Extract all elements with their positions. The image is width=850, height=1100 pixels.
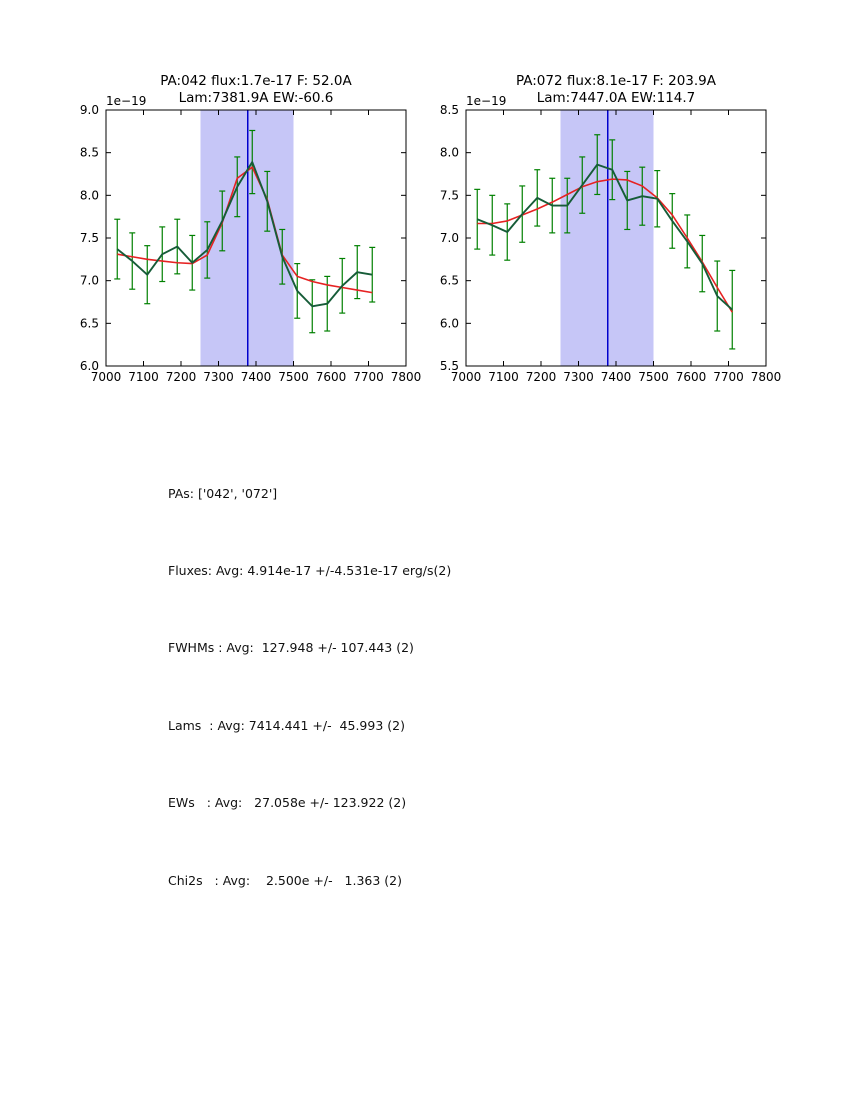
y-axis-offset-label: 1e−19 xyxy=(106,94,147,108)
left-spectrum-chart xyxy=(60,60,430,400)
x-tick-label: 7700 xyxy=(713,370,744,384)
stats-block xyxy=(168,429,451,945)
x-tick-label: 7200 xyxy=(525,370,557,384)
x-tick-label: 7600 xyxy=(315,370,347,384)
x-tick-label: 7500 xyxy=(278,370,309,384)
y-tick-label: 8.5 xyxy=(79,145,99,160)
chart-title-line1: PA:042 flux:1.7e-17 F: 52.0A xyxy=(160,73,352,89)
x-tick-label: 7700 xyxy=(353,370,384,384)
chart-title-line2: Lam:7447.0A EW:114.7 xyxy=(536,90,696,106)
x-tick-label: 7300 xyxy=(203,370,234,384)
y-tick-label: 7.5 xyxy=(79,231,99,245)
x-tick-label: 7000 xyxy=(90,370,122,384)
stats-line-pas: PAs: ['042', '072'] xyxy=(168,485,278,501)
x-tick-label: 7400 xyxy=(240,370,272,384)
stats-line-fwhms: FWHMs : Avg: 127.948 +/- 107.443 (2) xyxy=(168,640,414,656)
stats-line-fluxes: Fluxes: Avg: 4.914e-17 +/-4.531e-17 erg/s(2) xyxy=(168,562,452,578)
y-tick-label: 7.0 xyxy=(79,273,99,288)
y-tick-label: 7.5 xyxy=(439,188,459,203)
chart-title-line2: Lam:7381.9A EW:-60.6 xyxy=(178,90,334,106)
x-tick-label: 7000 xyxy=(450,370,482,384)
stats-line-chi2s: Chi2s : Avg: 2.500e +/- 1.363 (2) xyxy=(168,872,402,888)
y-tick-label: 6.5 xyxy=(79,316,99,331)
x-tick-label: 7800 xyxy=(750,370,782,384)
x-tick-label: 7200 xyxy=(165,370,197,384)
y-tick-label: 8.0 xyxy=(79,188,99,203)
stats-line-lams: Lams : Avg: 7414.441 +/- 45.993 (2) xyxy=(168,717,405,733)
y-tick-label: 9.0 xyxy=(79,103,99,117)
y-axis-offset-label: 1e−19 xyxy=(466,94,507,108)
x-tick-label: 7600 xyxy=(675,370,707,384)
y-tick-label: 7.0 xyxy=(439,231,459,245)
right-spectrum-chart xyxy=(420,60,790,400)
stats-line-ews: EWs : Avg: 27.058e +/- 123.922 (2) xyxy=(168,795,407,811)
plot-area-right xyxy=(420,60,790,400)
x-tick-label: 7800 xyxy=(390,370,422,384)
x-tick-label: 7100 xyxy=(488,370,519,384)
y-tick-label: 6.0 xyxy=(439,316,459,331)
plot-area-left xyxy=(60,60,430,400)
chart-title-line1: PA:072 flux:8.1e-17 F: 203.9A xyxy=(515,73,717,89)
x-tick-label: 7100 xyxy=(128,370,159,384)
x-tick-label: 7500 xyxy=(638,370,669,384)
y-tick-label: 5.5 xyxy=(439,359,459,373)
y-tick-label: 8.5 xyxy=(439,103,459,117)
y-tick-label: 8.0 xyxy=(439,145,459,160)
y-tick-label: 6.0 xyxy=(79,359,99,373)
x-tick-label: 7400 xyxy=(600,370,632,384)
x-tick-label: 7300 xyxy=(563,370,594,384)
y-tick-label: 6.5 xyxy=(439,273,459,288)
